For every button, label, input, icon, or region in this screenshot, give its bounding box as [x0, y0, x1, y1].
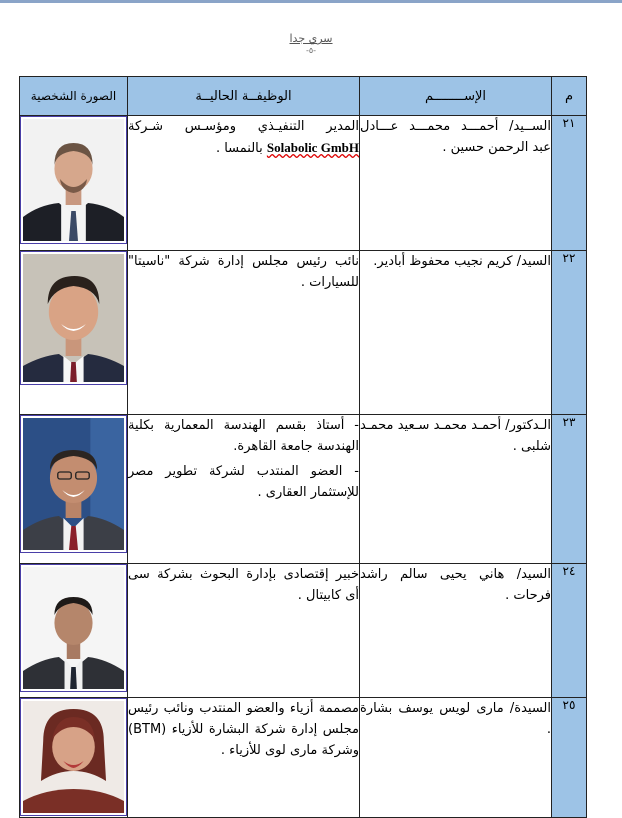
page-top-line	[0, 0, 622, 3]
row-number: ٢١	[552, 116, 587, 251]
photo-cell	[20, 564, 128, 698]
header-name: الإســــــــم	[360, 77, 552, 116]
member-name: السيد/ كريم نجيب محفوظ أبادير.	[360, 251, 552, 415]
header-job: الوظيفــة الحاليــة	[128, 77, 360, 116]
member-job	[128, 116, 360, 251]
job-paragraph: - العضو المنتدب لشركة تطوير مصر للإستثمار العقارى .	[128, 464, 359, 500]
job-text-end: بالنمسا .	[215, 141, 267, 156]
page-number: -٥-	[305, 46, 317, 55]
member-name: الســيد/ أحمـــد محمـــد عـــادل عبد الرحمن حسين .	[360, 116, 552, 251]
portrait-photo	[20, 251, 127, 385]
row-number: ٢٢	[552, 251, 587, 415]
table-row	[20, 251, 587, 415]
company-name: Solabolic GmbH	[266, 140, 359, 155]
confidential-label: سري جدا	[289, 32, 333, 45]
photo-cell	[20, 251, 128, 415]
members-table	[19, 76, 587, 818]
photo-cell	[20, 415, 128, 564]
table-row	[20, 415, 587, 564]
row-number: ٢٤	[552, 564, 587, 698]
member-job	[128, 415, 360, 564]
header-num: م	[552, 77, 587, 116]
member-name: الـدكتور/ أحمـد محمـد سـعيد محمـد شلبى .	[360, 415, 552, 564]
member-job: نائب رئيس مجلس إدارة شركة "ناسيتا" للسيارات .	[128, 251, 360, 415]
table-row	[20, 116, 587, 251]
job-text: مصممة أزياء والعضو المنتدب ونائب رئيس مجلس إدارة شركة البشارة للأزياء (BTM) وشركة مارى لوى للأزياء .	[128, 701, 359, 758]
row-number: ٢٣	[552, 415, 587, 564]
row-number: ٢٥	[552, 698, 587, 818]
job-paragraph: - أستاذ بقسم الهندسة المعمارية بكلية الهندسة جامعة القاهرة.	[128, 418, 359, 454]
portrait-photo	[20, 564, 127, 692]
photo-cell	[20, 116, 128, 251]
header-photo: الصورة الشخصية	[20, 77, 128, 116]
member-name: السيد/ هاني يحيى سالم راشد فرحات .	[360, 564, 552, 698]
member-job: خبير إقتصادى بإدارة البحوث بشركة سى أى كابيتال .	[128, 564, 360, 698]
table-row	[20, 564, 587, 698]
member-name: السيدة/ مارى لويس يوسف بشارة .	[360, 698, 552, 818]
table-header-row	[20, 77, 587, 116]
portrait-photo	[20, 415, 127, 553]
portrait-photo	[20, 116, 127, 244]
portrait-photo	[20, 698, 127, 816]
job-text: المدير التنفيـذي ومؤسـس شـركة	[128, 119, 359, 134]
